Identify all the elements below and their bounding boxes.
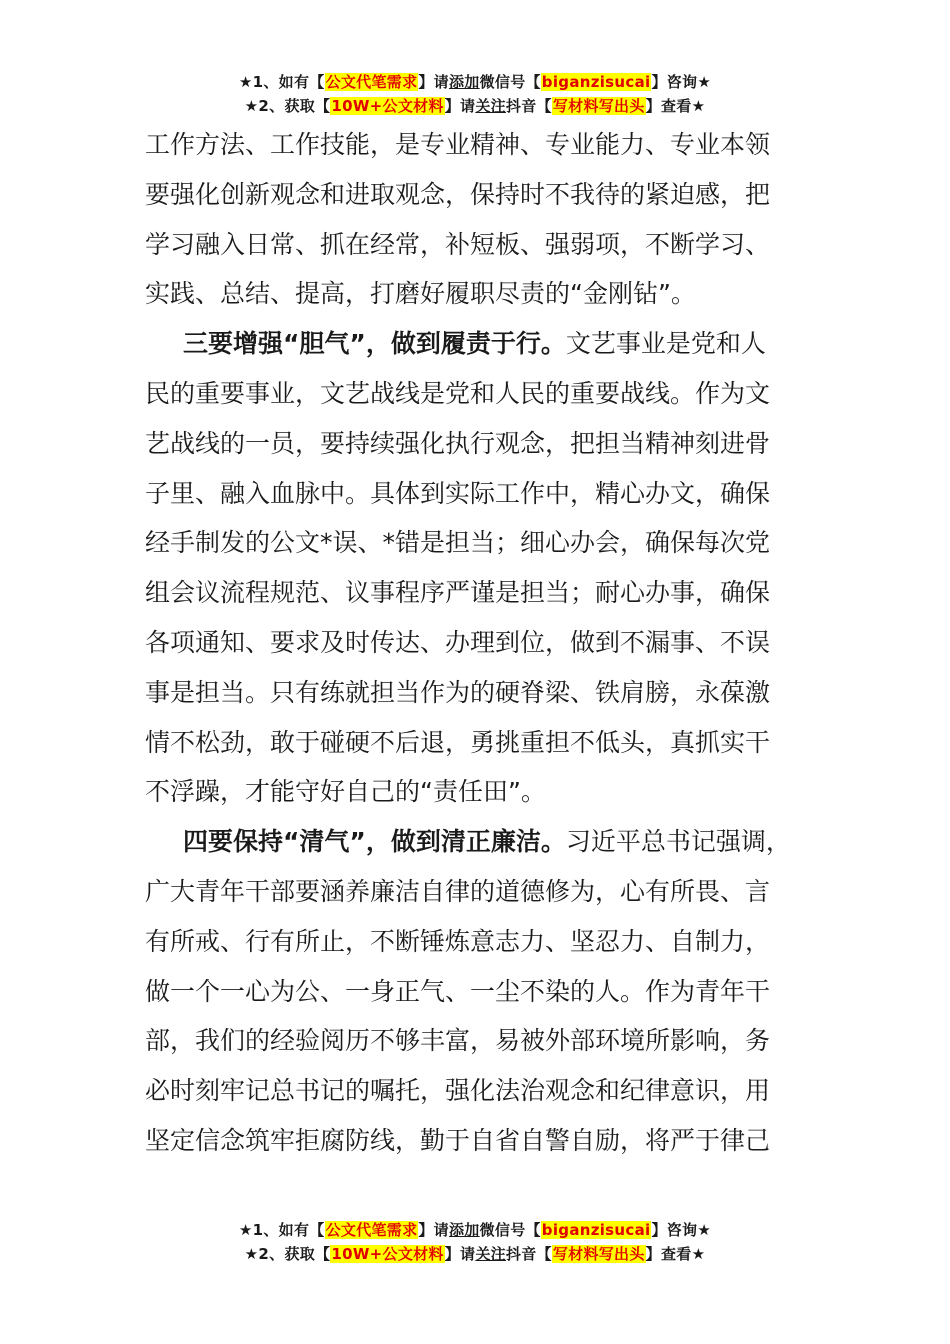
star-icon: ★ bbox=[238, 73, 253, 91]
header-banner bbox=[0, 70, 950, 118]
text-line: 广大青年干部要涵养廉洁自律的道德修为，心有所畏、言 bbox=[145, 876, 771, 906]
text-line: 要强化创新观念和进取观念，保持时不我待的紧迫感，把 bbox=[145, 179, 771, 209]
paragraph-3-first-line: 三要增强“胆气”，做到履责于行。文艺事业是党和人 bbox=[183, 329, 766, 359]
text-line: 各项通知、要求及时传达、办理到位，做到不漏事、不误 bbox=[145, 627, 771, 657]
banner-line-1: ★1、如有【公文代笔需求】请添加微信号【biganzisucai】咨询★ bbox=[238, 1221, 712, 1239]
star-icon: ★ bbox=[238, 1221, 253, 1239]
paragraph-3-heading: 三要增强“胆气”，做到履责于行。 bbox=[183, 329, 566, 359]
text-line: 经手制发的公文*误、*错是担当；细心办会，确保每次党 bbox=[145, 528, 771, 558]
star-icon: ★ bbox=[697, 1221, 712, 1239]
text-line: 坚定信念筑牢拒腐防线，勤于自省自警自励，将严于律己 bbox=[145, 1125, 771, 1155]
text-line: 子里、融入血脉中。具体到实际工作中，精心办文，确保 bbox=[145, 478, 771, 508]
text-line: 工作方法、工作技能，是专业精神、专业能力、专业本领 bbox=[145, 130, 771, 159]
highlight-materials: 10W+公文材料 bbox=[331, 97, 444, 115]
document-body bbox=[145, 120, 835, 1166]
star-icon: ★ bbox=[697, 73, 712, 91]
text-line: 情不松劲，敢于碰硬不后退，勇挑重担不低头，真抓实干 bbox=[145, 727, 771, 757]
highlight-wechat-id: biganzisucai bbox=[541, 73, 651, 91]
text-line: 艺战线的一员，要持续强化执行观念，把担当精神刻进骨 bbox=[145, 428, 771, 458]
text-line: 组会议流程规范、议事程序严谨是担当；耐心办事，确保 bbox=[145, 578, 771, 608]
highlight-douyin: 写材料写出头 bbox=[552, 1245, 645, 1263]
highlight-ghostwriting: 公文代笔需求 bbox=[325, 73, 418, 91]
text-line: 部，我们的经验阅历不够丰富，易被外部环境所影响，务 bbox=[145, 1026, 771, 1056]
text-line: 实践、总结、提高，打磨好履职尽责的“金刚钻”。 bbox=[145, 279, 696, 309]
banner-line-1: ★1、如有【公文代笔需求】请添加微信号【biganzisucai】咨询★ bbox=[238, 73, 712, 91]
text-line: 必时刻牢记总书记的嘱托，强化法治观念和纪律意识，用 bbox=[145, 1076, 771, 1106]
star-icon: ★ bbox=[691, 97, 706, 115]
star-icon: ★ bbox=[691, 1245, 706, 1263]
banner-line-2: ★2、获取【10W+公文材料】请关注抖音【写材料写出头】查看★ bbox=[244, 1245, 706, 1263]
star-icon: ★ bbox=[244, 1245, 259, 1263]
banner-line-2: ★2、获取【10W+公文材料】请关注抖音【写材料写出头】查看★ bbox=[244, 97, 706, 115]
paragraph-4-first-line: 四要保持“清气”，做到清正廉洁。习近平总书记强调， bbox=[183, 827, 791, 857]
text-line: 学习融入日常、抓在经常，补短板、强弱项，不断学习、 bbox=[145, 229, 771, 259]
star-icon: ★ bbox=[244, 97, 259, 115]
footer-banner bbox=[0, 1218, 950, 1266]
highlight-wechat-id: biganzisucai bbox=[541, 1221, 651, 1239]
text-line: 不浮躁，才能守好自己的“责任田”。 bbox=[145, 777, 546, 807]
highlight-ghostwriting: 公文代笔需求 bbox=[325, 1221, 418, 1239]
paragraph-4-heading: 四要保持“清气”，做到清正廉洁。 bbox=[183, 827, 566, 857]
highlight-materials: 10W+公文材料 bbox=[331, 1245, 444, 1263]
text-line: 事是担当。只有练就担当作为的硬脊梁、铁肩膀，永葆激 bbox=[145, 677, 771, 707]
text-line: 做一个一心为公、一身正气、一尘不染的人。作为青年干 bbox=[145, 976, 771, 1006]
text-line: 民的重要事业，文艺战线是党和人民的重要战线。作为文 bbox=[145, 378, 771, 408]
text-line: 有所戒、行有所止，不断锤炼意志力、坚忍力、自制力， bbox=[145, 926, 771, 956]
highlight-douyin: 写材料写出头 bbox=[552, 97, 645, 115]
